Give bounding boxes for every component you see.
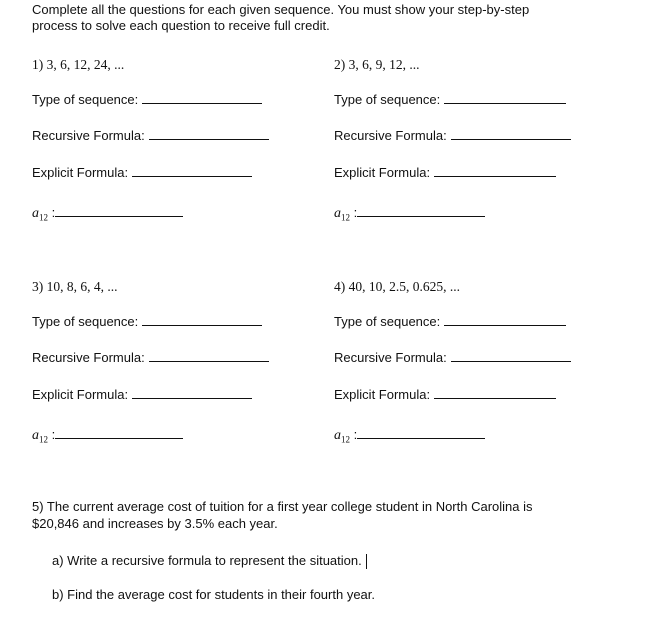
recursive-answer-blank[interactable] xyxy=(451,128,571,140)
problem-3-sequence xyxy=(32,279,118,295)
type-label: Type of sequence: xyxy=(32,92,139,107)
problem-2-a12-row xyxy=(334,205,485,223)
problem-3-a12-row xyxy=(32,427,183,445)
instructions-line-2: process to solve each question to receive full credit. xyxy=(32,18,330,33)
problem-2-sequence xyxy=(334,57,420,73)
explicit-label: Explicit Formula: xyxy=(334,165,431,180)
term-subscript: 12 xyxy=(39,434,48,445)
type-answer-blank[interactable] xyxy=(142,92,262,104)
explicit-answer-blank[interactable] xyxy=(132,387,252,399)
problem-4-explicit-row xyxy=(334,387,556,402)
recursive-label: Recursive Formula: xyxy=(32,350,145,365)
a12-answer-blank[interactable] xyxy=(357,205,485,217)
term-subscript: 12 xyxy=(39,212,48,223)
problem-5-text-1: 5) The current average cost of tuition for a first year college student in North Carolina is xyxy=(32,499,533,514)
term-colon: : xyxy=(353,205,358,220)
problem-5-text-2: $20,846 and increases by 3.5% each year. xyxy=(32,516,278,531)
term-variable: a xyxy=(334,206,341,221)
recursive-label: Recursive Formula: xyxy=(32,128,145,143)
a12-answer-blank[interactable] xyxy=(357,427,485,439)
problem-1-a12-row xyxy=(32,205,183,223)
instructions-line-1: Complete all the questions for each given sequence. You must show your step-by-step xyxy=(32,2,530,17)
problem-2-recursive-row xyxy=(334,128,571,143)
explicit-label: Explicit Formula: xyxy=(32,387,129,402)
explicit-answer-blank[interactable] xyxy=(132,165,252,177)
problem-4-type-row xyxy=(334,314,566,329)
term-colon: : xyxy=(353,427,358,442)
problem-5a[interactable] xyxy=(52,553,367,569)
term-colon: : xyxy=(51,205,56,220)
problem-number: 2) xyxy=(334,57,346,72)
problem-1-type-row xyxy=(32,92,262,107)
problem-2-type-row xyxy=(334,92,566,107)
type-answer-blank[interactable] xyxy=(142,314,262,326)
type-label: Type of sequence: xyxy=(334,92,441,107)
term-variable: a xyxy=(32,206,39,221)
a12-answer-blank[interactable] xyxy=(55,427,183,439)
text-cursor xyxy=(366,554,367,569)
problem-5b: b) Find the average cost for students in their fourth year. xyxy=(52,587,376,602)
problem-3-recursive-row xyxy=(32,350,269,365)
sequence-terms: 3, 6, 9, 12, ... xyxy=(348,57,420,72)
explicit-answer-blank[interactable] xyxy=(434,165,556,177)
problem-2-explicit-row xyxy=(334,165,556,180)
explicit-label: Explicit Formula: xyxy=(334,387,431,402)
problem-4-sequence xyxy=(334,279,460,295)
type-label: Type of sequence: xyxy=(32,314,139,329)
recursive-label: Recursive Formula: xyxy=(334,128,447,143)
explicit-label: Explicit Formula: xyxy=(32,165,129,180)
term-variable: a xyxy=(334,428,341,443)
sequence-terms: 10, 8, 6, 4, ... xyxy=(46,279,118,294)
problem-3-explicit-row xyxy=(32,387,252,402)
problem-3-type-row xyxy=(32,314,262,329)
problem-1-sequence xyxy=(32,57,124,73)
recursive-answer-blank[interactable] xyxy=(451,350,571,362)
type-answer-blank[interactable] xyxy=(444,314,566,326)
recursive-answer-blank[interactable] xyxy=(149,128,269,140)
a12-answer-blank[interactable] xyxy=(55,205,183,217)
type-answer-blank[interactable] xyxy=(444,92,566,104)
recursive-label: Recursive Formula: xyxy=(334,350,447,365)
problem-number: 1) xyxy=(32,57,44,72)
term-variable: a xyxy=(32,428,39,443)
term-subscript: 12 xyxy=(341,434,350,445)
problem-4-recursive-row xyxy=(334,350,571,365)
term-colon: : xyxy=(51,427,56,442)
sequence-terms: 40, 10, 2.5, 0.625, ... xyxy=(348,279,460,294)
problem-1-recursive-row xyxy=(32,128,269,143)
sequence-terms: 3, 6, 12, 24, ... xyxy=(46,57,125,72)
recursive-answer-blank[interactable] xyxy=(149,350,269,362)
problem-number: 3) xyxy=(32,279,44,294)
problem-number: 4) xyxy=(334,279,346,294)
explicit-answer-blank[interactable] xyxy=(434,387,556,399)
term-subscript: 12 xyxy=(341,212,350,223)
type-label: Type of sequence: xyxy=(334,314,441,329)
problem-4-a12-row xyxy=(334,427,485,445)
problem-1-explicit-row xyxy=(32,165,252,180)
problem-5a-text: a) Write a recursive formula to represent the situation. xyxy=(52,553,362,568)
